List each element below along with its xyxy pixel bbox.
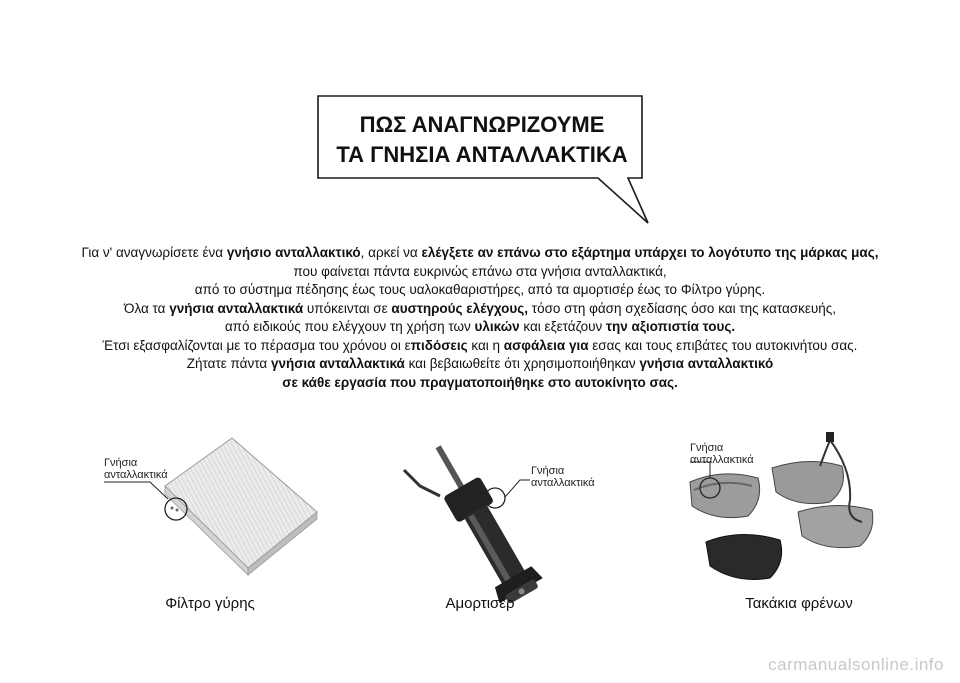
genuine-part-tag: Γνήσια ανταλλακτικά xyxy=(690,442,754,466)
title-line-2: ΤΑ ΓΝΗΣΙΑ ΑΝΤΑΛΛΑΚΤΙΚΑ xyxy=(336,142,628,167)
intro-line-8: σε κάθε εργασία που πραγματοποιήθηκε στο αυτοκίνητο σας. xyxy=(282,374,678,390)
intro-line-7: Ζήτατε πάντα γνήσια ανταλλακτικά και βεβαιωθείτε ότι χρησιμοποιήθηκαν γνήσια ανταλλακτικό xyxy=(186,356,774,371)
title-line-1: ΠΩΣ ΑΝΑΓΝΩΡΙΖΟΥΜΕ xyxy=(359,112,605,137)
intro-line-3: από το σύστημα πέδησης έως τους υαλοκαθαριστήρες, από τα αμορτισέρ έως το Φίλτρο γύρης. xyxy=(194,282,766,297)
product-caption: Φίλτρο γύρης xyxy=(165,595,255,612)
intro-line-6: Έτσι εξασφαλίζονται με το πέρασμα του χρόνου οι επιδόσεις και η ασφάλεια για εσας και τους επιβάτες του αυτοκινήτου σας. xyxy=(102,337,858,353)
product-caption: Τακάκια φρένων xyxy=(745,595,853,612)
genuine-part-tag: Γνήσια ανταλλακτικά xyxy=(104,457,168,481)
watermark: carmanualsonline.info xyxy=(768,655,944,674)
intro-line-1: Για ν' αναγνωρίσετε ένα γνήσιο ανταλλακτικό, αρκεί να ελέγξετε αν επάνω στο εξάρτημα υπάρχει το λογότυπο της μάρκας μας, xyxy=(81,245,879,260)
intro-line-4: Όλα τα γνήσια ανταλλακτικά υπόκεινται σε αυστηρούς ελέγχους, τόσο στη φάση σχεδίασης όσο και της κατασκευής, xyxy=(123,300,837,316)
intro-line-2: που φαίνεται πάντα ευκρινώς επάνω στα γνήσια ανταλλακτικά, xyxy=(293,263,667,279)
genuine-part-tag: Γνήσια ανταλλακτικά xyxy=(531,465,595,489)
product-caption: Αμορτισέρ xyxy=(445,595,515,612)
intro-line-5: από ειδικούς που ελέγχουν τη χρήση των υλικών και εξετάζουν την αξιοπιστία τους. xyxy=(224,319,736,334)
